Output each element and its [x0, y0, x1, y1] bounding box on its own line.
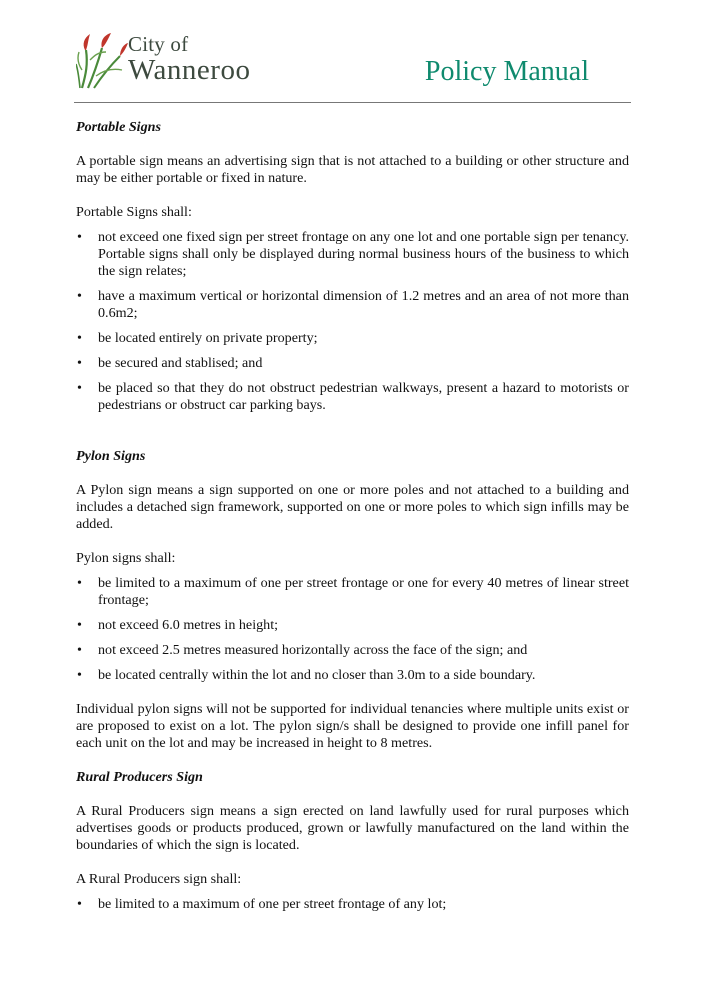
bullet-icon: •	[77, 642, 82, 658]
kangaroo-paw-logo-icon	[76, 30, 128, 92]
page-header	[74, 28, 631, 103]
list-item	[76, 229, 629, 280]
bullet-icon: •	[77, 355, 82, 371]
list-item	[76, 575, 629, 609]
rural-producers-list	[76, 896, 629, 913]
bullet-icon: •	[77, 896, 82, 912]
portable-signs-intro: Portable Signs shall:	[76, 204, 192, 220]
bullet-icon: •	[77, 288, 82, 304]
portable-signs-definition: A portable sign means an advertising sign that is not attached to a building or other structure and may be either portable or fixed in nature.	[76, 153, 629, 186]
list-item	[76, 667, 629, 684]
list-item-text: be located centrally within the lot and no closer than 3.0m to a side boundary.	[98, 667, 536, 683]
section-spacer	[76, 431, 629, 448]
pylon-signs-definition: A Pylon sign means a sign supported on one or more poles and not attached to a building and includes a detached sign framework, supported on one or more poles to which sign infills may be added.	[76, 482, 629, 532]
city-of-wanneroo-logo	[76, 30, 276, 92]
list-item-text: not exceed 6.0 metres in height;	[98, 617, 279, 633]
rural-producers-intro: A Rural Producers sign shall:	[76, 871, 242, 887]
rural-producers-definition: A Rural Producers sign means a sign erected on land lawfully used for rural purposes which advertises goods or products produced, grown or lawfully manufactured on the land within the boundaries of which the sign is located.	[76, 803, 629, 853]
section-heading-portable-signs: Portable Signs	[76, 119, 161, 135]
portable-signs-list	[76, 229, 629, 414]
list-item	[76, 330, 629, 347]
document-body	[76, 119, 629, 930]
list-item-text: be limited to a maximum of one per street frontage or one for every 40 metres of linear street frontage;	[98, 575, 629, 608]
bullet-icon: •	[77, 229, 82, 245]
list-item	[76, 642, 629, 659]
bullet-icon: •	[77, 617, 82, 633]
bullet-icon: •	[77, 380, 82, 396]
list-item-text: be limited to a maximum of one per street frontage of any lot;	[98, 896, 447, 912]
logo-wanneroo-text: Wanneroo	[128, 54, 251, 86]
list-item	[76, 617, 629, 634]
list-item-text: have a maximum vertical or horizontal dimension of 1.2 metres and an area of not more than 0.6m2;	[98, 288, 629, 321]
list-item	[76, 896, 629, 913]
pylon-signs-note: Individual pylon signs will not be supported for individual tenancies where multiple units exist or are proposed to exist on a lot. The pylon sign/s shall be designed to provide one infill panel for each unit on the lot and may be increased in height to 8 metres.	[76, 701, 629, 751]
list-item-text: not exceed one fixed sign per street frontage on any one lot and one portable sign per tenancy. Portable signs shall only be displayed during normal business hours of the business to which the sign relates;	[98, 229, 629, 279]
list-item-text: be secured and stablised; and	[98, 355, 263, 371]
list-item-text: be located entirely on private property;	[98, 330, 318, 346]
bullet-icon: •	[77, 330, 82, 346]
logo-city-of-text: City of	[128, 32, 189, 56]
section-heading-pylon-signs: Pylon Signs	[76, 448, 146, 464]
pylon-signs-list	[76, 575, 629, 684]
bullet-icon: •	[77, 575, 82, 591]
section-heading-rural-producers-sign: Rural Producers Sign	[76, 769, 203, 785]
list-item-text: not exceed 2.5 metres measured horizontally across the face of the sign; and	[98, 642, 528, 658]
pylon-signs-intro: Pylon signs shall:	[76, 550, 176, 566]
list-item-text: be placed so that they do not obstruct pedestrian walkways, present a hazard to motorists or pedestrians or obstruct car parking bays.	[98, 380, 629, 413]
list-item	[76, 380, 629, 414]
policy-manual-title: Policy Manual	[424, 56, 589, 87]
list-item	[76, 288, 629, 322]
bullet-icon: •	[77, 667, 82, 683]
list-item	[76, 355, 629, 372]
